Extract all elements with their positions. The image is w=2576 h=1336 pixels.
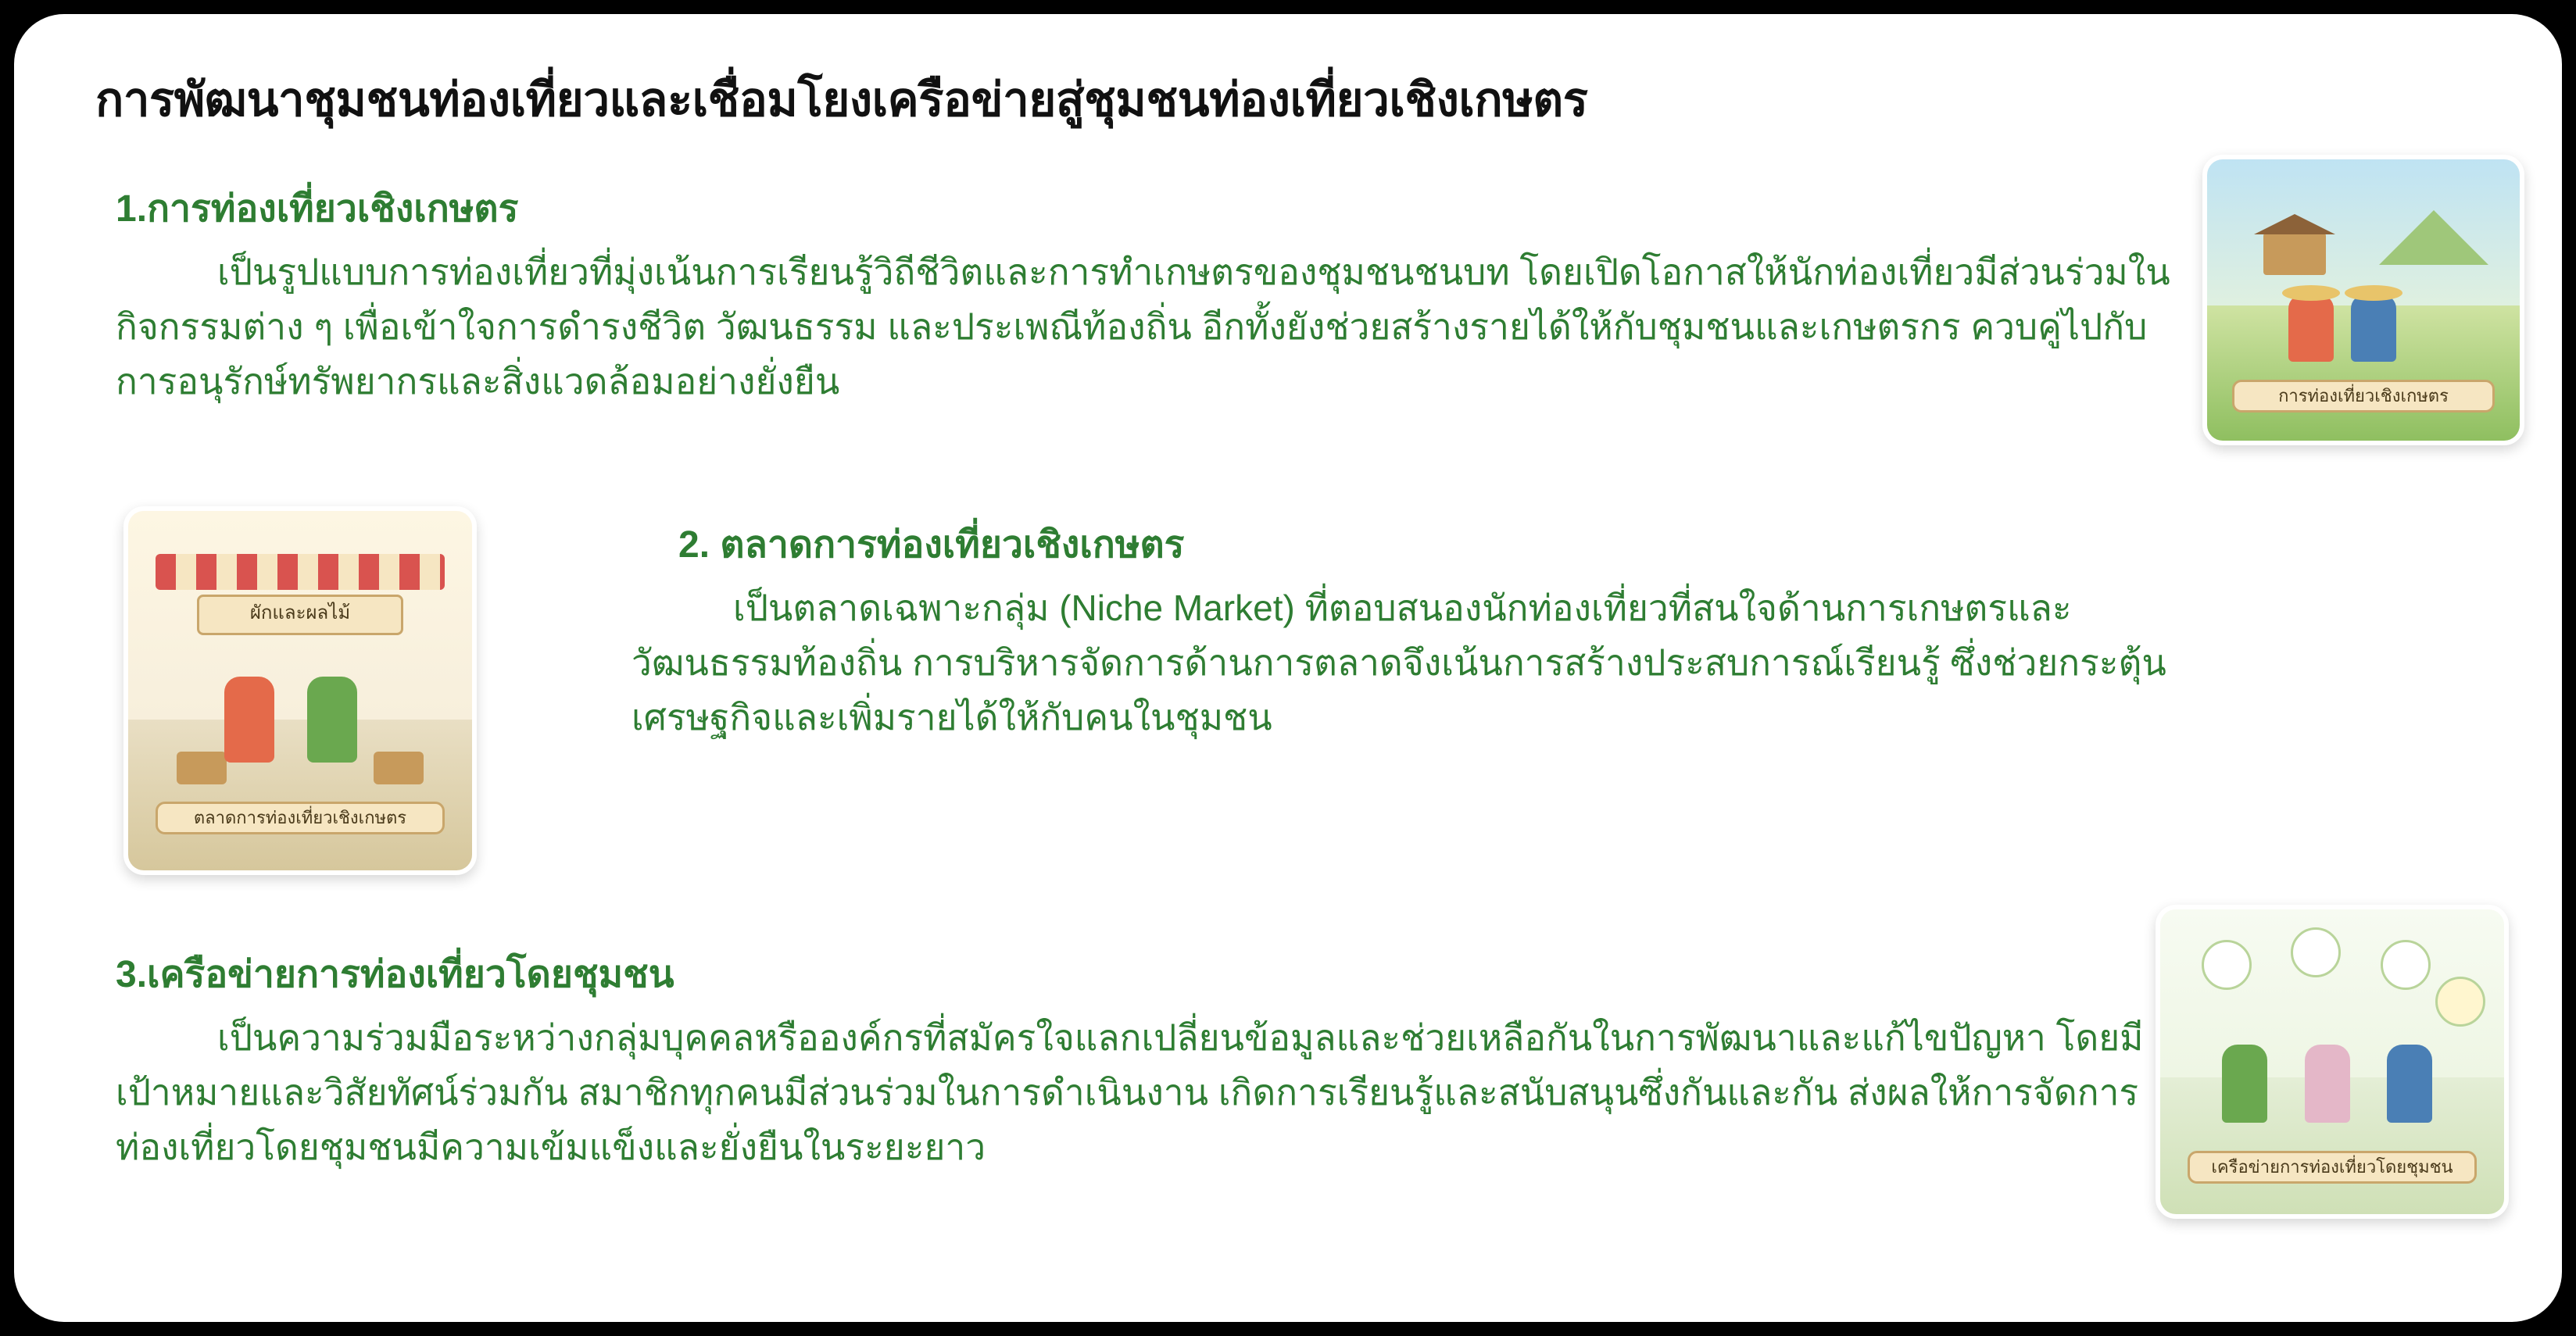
section-2-heading: 2. ตลาดการท่องเที่ยวเชิงเกษตร	[678, 524, 1185, 566]
page-title: การพัฒนาชุมชนท่องเที่ยวและเชื่อมโยงเครือข่ายสู่ชุมชนท่องเที่ยวเชิงเกษตร	[95, 73, 1588, 126]
ground-background	[128, 720, 472, 870]
community-tourism-network-illustration	[2156, 905, 2509, 1219]
illustration-2-caption: ตลาดการท่องเที่ยวเชิงเกษตร	[156, 802, 445, 834]
illustration-1-caption: การท่องเที่ยวเชิงเกษตร	[2232, 380, 2495, 413]
section-agritourism-market	[631, 522, 2195, 745]
community-member-icon	[2222, 1045, 2267, 1123]
community-member-icon	[2305, 1045, 2350, 1123]
section-3-body: เป็นความร่วมมือระหว่างกลุ่มบุคคลหรือองค์กรที่สมัครใจแลกเปลี่ยนข้อมูลและช่วยเหลือกันในการพัฒนาและแก้ไขปัญหา โดยมีเป้าหมายและวิสัยทัศน์ร่วมกัน สมาชิกทุกคนมีส่วนร่วมในการดำเนินงาน เกิดการเรียนรู้และสนับสนุนซึ่งกันและกัน ส่งผลให้การจัดการท่องเที่ยวโดยชุมชนมีความเข้มแข็งและยั่งยืนในระยะยาว	[116, 1017, 2144, 1167]
vegetable-crate-icon	[177, 752, 227, 784]
market-awning-icon	[156, 554, 445, 590]
market-sign-label: ผักและผลไม้	[197, 595, 403, 635]
agritourism-illustration	[2202, 155, 2524, 445]
section-3-heading: 3.เครือข่ายการท่องเที่ยวโดยชุมชน	[116, 954, 674, 995]
section-2-body: เป็นตลาดเฉพาะกลุ่ม (Niche Market) ที่ตอบสนองนักท่องเที่ยวที่สนใจด้านการเกษตรและวัฒนธรรมท้องถิ่น การบริหารจัดการด้านการตลาดจึงเน้นการสร้างประสบการณ์เรียนรู้ ซึ่งช่วยกระตุ้นเศรษฐกิจและเพิ่มรายได้ให้กับคนในชุมชน	[631, 588, 2166, 738]
agritourism-market-illustration	[123, 506, 477, 875]
slide-canvas	[14, 14, 2562, 1322]
section-1-heading: 1.การท่องเที่ยวเชิงเกษตร	[116, 188, 519, 230]
section-agritourism	[116, 186, 2195, 409]
farm-hut-icon	[2263, 233, 2326, 275]
section-community-network	[116, 952, 2195, 1175]
community-member-icon	[2387, 1045, 2432, 1123]
farmer-child-icon	[2288, 295, 2334, 362]
illustration-3-caption: เครือข่ายการท่องเที่ยวโดยชุมชน	[2188, 1151, 2477, 1184]
mountain-shape-icon	[2379, 210, 2488, 265]
lightbulb-bubble-icon	[2435, 977, 2485, 1027]
vendor-icon	[307, 677, 357, 763]
farmer-adult-icon	[2351, 295, 2396, 362]
money-bag-bubble-icon	[2202, 940, 2252, 990]
customer-icon	[224, 677, 274, 763]
vegetable-crate-icon	[374, 752, 424, 784]
section-1-body: เป็นรูปแบบการท่องเที่ยวที่มุ่งเน้นการเรียนรู้วิถีชีวิตและการทำเกษตรของชุมชนชนบท โดยเปิดโอกาสให้นักท่องเที่ยวมีส่วนร่วมในกิจกรรมต่าง ๆ เพื่อเข้าใจการดำรงชีวิต วัฒนธรรม และประเพณีท้องถิ่น อีกทั้งยังช่วยสร้างรายได้ให้กับชุมชนและเกษตรกร ควบคู่ไปกับการอนุรักษ์ทรัพยากรและสิ่งแวดล้อมอย่างยั่งยืน	[116, 252, 2170, 402]
leaf-bubble-icon	[2381, 940, 2431, 990]
